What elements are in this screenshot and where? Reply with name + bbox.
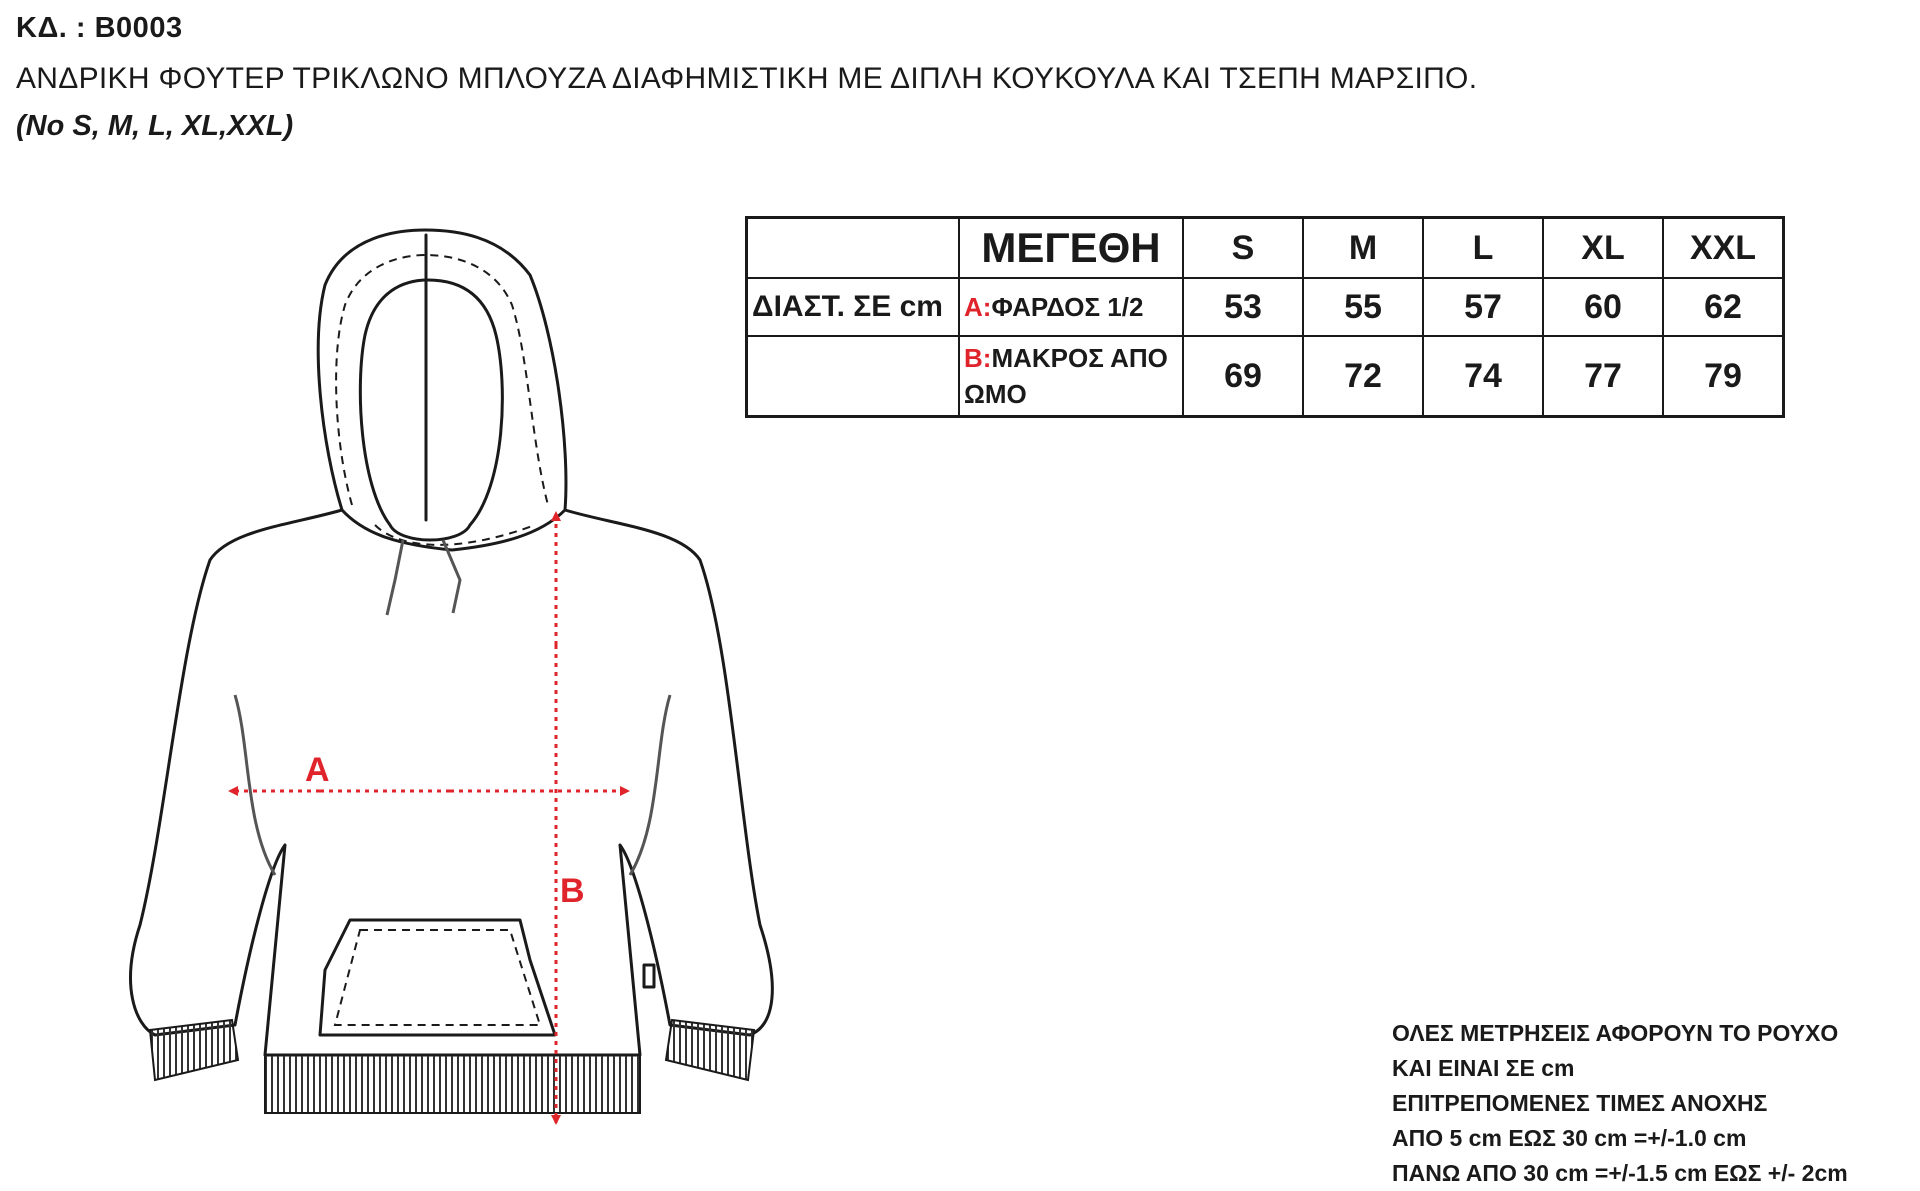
note-line: ΚΑΙ ΕΙΝΑΙ ΣΕ cm: [1392, 1055, 1575, 1081]
available-sizes-note: (Νο S, M, L, XL,XXL): [16, 110, 294, 142]
measure-a-name: ΦΑΡΔΟΣ 1/2: [991, 291, 1144, 322]
table-row: [747, 278, 1784, 336]
table-header-row: [747, 218, 1784, 279]
table-cell: 79: [1663, 336, 1784, 417]
measure-b-name-line2: ΩΜΟ: [964, 379, 1027, 409]
table-cell: 57: [1423, 278, 1543, 336]
table-cell: 60: [1543, 278, 1663, 336]
table-cell: 72: [1303, 336, 1423, 417]
measure-b-code: B:: [964, 343, 992, 373]
table-cell: 77: [1543, 336, 1663, 417]
waist-hem-band: [265, 1055, 640, 1113]
kangaroo-pocket: [320, 920, 555, 1035]
note-line: ΟΛΕΣ ΜΕΤΡΗΣΕΙΣ ΑΦΟΡΟΥΝ ΤΟ ΡΟΥΧΟ: [1392, 1020, 1839, 1046]
table-cell: 62: [1663, 278, 1784, 336]
measure-a-marker: A: [305, 751, 330, 789]
table-cell: 74: [1423, 336, 1543, 417]
size-header-m: M: [1303, 218, 1423, 279]
size-chart-table: [745, 216, 1785, 418]
measurement-notes: [1392, 1016, 1848, 1191]
size-header-l: L: [1423, 218, 1543, 279]
note-line: ΑΠΟ 5 cm ΕΩΣ 30 cm =+/-1.0 cm: [1392, 1125, 1747, 1151]
size-header-xxl: XXL: [1663, 218, 1784, 279]
product-description: ΑΝΔΡΙΚΗ ΦΟΥΤΕΡ ΤΡΙΚΛΩΝΟ ΜΠΛΟΥΖΑ ΔΙΑΦΗΜΙΣΤΙΚΗ ΜΕ ΔΙΠΛΗ ΚΟΥΚΟΥΛΑ ΚΑΙ ΤΣΕΠΗ ΜΑΡΣΙΠΟ.: [16, 62, 1478, 95]
measure-b-name-line1: ΜΑΚΡΟΣ ΑΠΟ: [991, 343, 1168, 373]
hoodie-technical-drawing: [60, 225, 840, 1145]
size-header-xl: XL: [1543, 218, 1663, 279]
product-code: ΚΔ. : Β0003: [16, 12, 183, 44]
left-cuff: [150, 1020, 238, 1080]
measure-a-label: [959, 278, 1183, 336]
size-header-s: S: [1183, 218, 1303, 279]
table-cell: 55: [1303, 278, 1423, 336]
drawstring-left: [387, 540, 403, 615]
right-cuff: [666, 1020, 754, 1080]
measure-b-label: [959, 336, 1183, 417]
measure-b-marker: B: [560, 872, 585, 910]
table-cell: 53: [1183, 278, 1303, 336]
sizes-heading: ΜΕΓΕΘΗ: [959, 218, 1183, 279]
note-line: ΕΠΙΤΡΕΠΟΜΕΝΕΣ ΤΙΜΕΣ ΑΝΟΧΗΣ: [1392, 1090, 1768, 1116]
measure-a-code: A:: [964, 291, 992, 322]
hood-face-opening: [360, 280, 502, 540]
table-cell: 69: [1183, 336, 1303, 417]
hoodie-body-outline: [131, 510, 773, 1055]
table-row: [747, 336, 1784, 417]
dimensions-label: ΔΙΑΣΤ. ΣΕ cm: [747, 278, 960, 336]
note-line: ΠΑΝΩ ΑΠΟ 30 cm =+/-1.5 cm ΕΩΣ +/- 2cm: [1392, 1160, 1848, 1186]
